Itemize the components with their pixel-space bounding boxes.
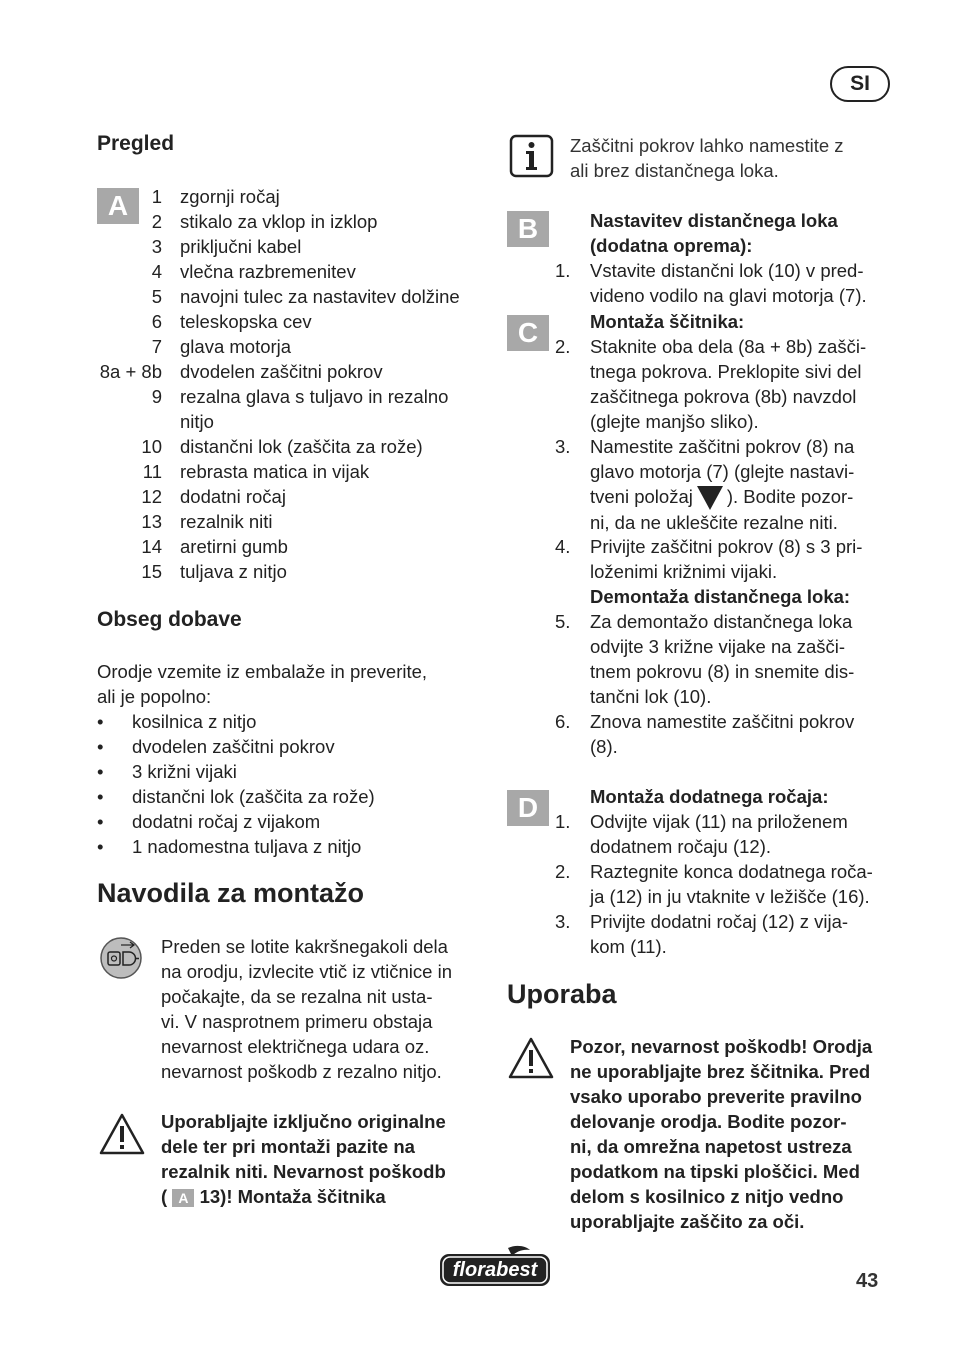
list-item: 6 teleskopska cev xyxy=(151,311,312,332)
list-item: nitjo xyxy=(180,411,214,432)
scope-list xyxy=(97,709,487,859)
demount-title: Demontaža distančnega loka: xyxy=(590,586,851,607)
step-6-number: 6. xyxy=(555,711,571,732)
list-item: 12 dodatni ročaj xyxy=(141,486,286,507)
handle-step-3-number: 3. xyxy=(555,911,571,932)
list-item: 11 rebrasta matica in vijak xyxy=(142,461,370,482)
list-item: • dodatni ročaj z vijakom xyxy=(97,811,321,832)
step-4-number: 4. xyxy=(555,536,571,557)
step-5-text: Za demontažo distančnega loka odvijte 3 križne vijake na zašči- tnem pokrovu (8) in snemite dis- tančni lok (10). xyxy=(590,611,855,707)
unplug-notice: Preden se lotite kakršnegakoli dela na orodju, izvlecite vtič iz vtičnice in počakajte, da se rezalna nit usta- vi. V nasprotnem primeru obstaja nevarnost električnega udara oz. nevarnost poškodb z rezalno nitjo. xyxy=(161,936,452,1082)
list-item: 15 tuljava z nitjo xyxy=(141,561,287,582)
list-item: 8a + 8b dvodelen zaščitni pokrov xyxy=(99,361,383,382)
list-item: 7 glava motorja xyxy=(151,336,292,357)
use-title: Uporaba xyxy=(507,979,617,1009)
list-item: 3 priključni kabel xyxy=(151,236,302,257)
scope-title: Obseg dobave xyxy=(97,608,242,631)
info-icon xyxy=(509,134,554,183)
original-parts-warning: Uporabljajte izključno originalne dele ter pri montaži pazite na rezalnik niti. Nevarnost poškodb ( A 13)! Montaža ščitnika xyxy=(161,1111,446,1207)
list-item: 10 distančni lok (zaščita za rože) xyxy=(141,436,423,457)
figure-b-badge: B xyxy=(507,211,549,247)
list-item: 14 aretirni gumb xyxy=(141,536,288,557)
florabest-logo: florabest xyxy=(438,1244,552,1295)
parts-list xyxy=(90,184,490,584)
step-1-number: 1. xyxy=(555,260,571,281)
figure-a-inline-badge: A xyxy=(172,1189,194,1207)
warning-icon xyxy=(98,1112,146,1161)
overview-title: Pregled xyxy=(97,132,175,155)
handle-step-2-number: 2. xyxy=(555,861,571,882)
use-warning: Pozor, nevarnost poškodb! Orodja ne uporabljajte brez ščitnika. Pred vsako uporabo preverite pravilno delovanje orodja. Bodite pozor- ni, da omrežna napetost ustreza podatkom na tipski ploščici. Med delom s kosilnico z nitjo vedno uporabljajte zaščito za oči. xyxy=(570,1036,873,1232)
step-2-number: 2. xyxy=(555,336,571,357)
step-2-text: Staknite oba dela (8a + 8b) zašči- tnega pokrova. Preklopite sivi del zaščitnega pokrova (8b) navzdol (glejte manjšo sliko). xyxy=(590,336,867,432)
step-6-text: Znova namestite zaščitni pokrov (8). xyxy=(590,711,855,757)
list-item: • dvodelen zaščitni pokrov xyxy=(97,736,335,757)
position-triangle-icon xyxy=(697,486,723,510)
language-badge: SI xyxy=(830,66,890,102)
handle-step-2-text: Raztegnite konca dodatnega roča- ja (12) in ju vtaknite v ležišče (16). xyxy=(590,861,873,907)
step-5-number: 5. xyxy=(555,611,571,632)
step-1-text: Vstavite distančni lok (10) v pred- videno vodilo na glavi motorja (7). xyxy=(590,260,867,306)
list-item: 1 zgornji ročaj xyxy=(151,186,280,207)
page-number: 43 xyxy=(856,1270,879,1292)
list-item: • 1 nadomestna tuljava z nitjo xyxy=(97,836,362,857)
figure-d-badge: D xyxy=(507,790,549,826)
list-item: 13 rezalnik niti xyxy=(141,511,273,532)
spacer-title: Nastavitev distančnega loka (dodatna oprema): xyxy=(590,210,838,256)
handle-title: Montaža dodatnega ročaja: xyxy=(590,786,829,807)
handle-step-3-text: Privijte dodatni ročaj (12) z vija- kom (11). xyxy=(590,911,849,957)
list-item: 4 vlečna razbremenitev xyxy=(151,261,356,282)
list-item: 2 stikalo za vklop in izklop xyxy=(151,211,378,232)
handle-step-1-text: Odvijte vijak (11) na priloženem dodatnem ročaju (12). xyxy=(590,811,848,857)
warning-icon xyxy=(507,1036,555,1085)
figure-c-badge: C xyxy=(507,315,549,351)
handle-step-1-number: 1. xyxy=(555,811,571,832)
step-4-text: Privijte zaščitni pokrov (8) s 3 pri- loženimi križnimi vijaki. xyxy=(590,536,863,582)
list-item: • 3 križni vijaki xyxy=(97,761,237,782)
step-3-text: Namestite zaščitni pokrov (8) na glavo motorja (7) (glejte nastavi- tveni položaj ). Bodite pozor- ni, da ne ukleščite rezalne niti. xyxy=(590,436,855,534)
unplug-icon xyxy=(99,936,143,985)
guard-title: Montaža ščitnika: xyxy=(590,311,745,332)
step-3-number: 3. xyxy=(555,436,571,457)
list-item: 5 navojni tulec za nastavitev dolžine xyxy=(151,286,460,307)
assembly-title: Navodila za montažo xyxy=(97,878,365,908)
info-notice: Zaščitni pokrov lahko namestite z ali brez distančnega loka. xyxy=(570,135,844,181)
list-item: 9 rezalna glava s tuljavo in rezalno xyxy=(151,386,449,407)
list-item: • kosilnica z nitjo xyxy=(97,711,257,732)
list-item: • distančni lok (zaščita za rože) xyxy=(97,786,375,807)
scope-intro: Orodje vzemite iz embalaže in preverite, ali je popolno: xyxy=(97,661,428,707)
figure-a-badge: A xyxy=(97,188,139,224)
